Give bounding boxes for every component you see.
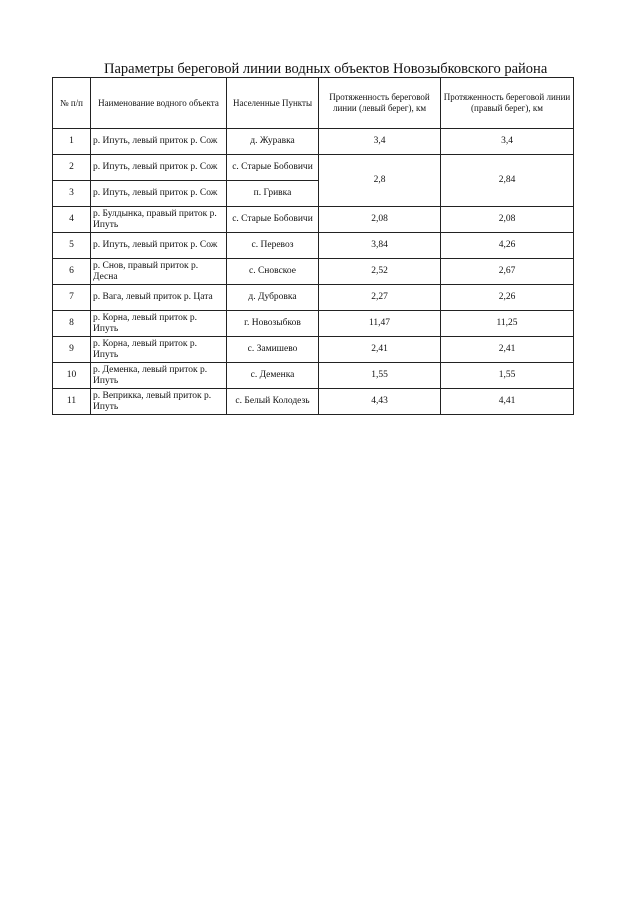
row-number: 3 bbox=[53, 181, 91, 207]
water-object-name: р. Ипуть, левый приток р. Сож bbox=[91, 129, 227, 155]
shoreline-parameters-table bbox=[52, 77, 574, 415]
right-bank-length: 3,4 bbox=[441, 129, 574, 155]
header-settlement: Населенные Пункты bbox=[227, 78, 319, 129]
left-bank-length: 2,8 bbox=[319, 155, 441, 207]
right-bank-length: 2,26 bbox=[441, 285, 574, 311]
water-object-name: р. Ипуть, левый приток р. Сож bbox=[91, 233, 227, 259]
header-right-bank-length: Протяженность береговой линии (правый берег), км bbox=[441, 78, 574, 129]
settlement-name: д. Дубровка bbox=[227, 285, 319, 311]
table-row bbox=[53, 259, 574, 285]
row-number: 11 bbox=[53, 389, 91, 415]
right-bank-length: 2,84 bbox=[441, 155, 574, 207]
water-object-name: р. Деменка, левый приток р. Ипуть bbox=[91, 363, 227, 389]
row-number: 9 bbox=[53, 337, 91, 363]
settlement-name: д. Журавка bbox=[227, 129, 319, 155]
left-bank-length: 2,52 bbox=[319, 259, 441, 285]
row-number: 2 bbox=[53, 155, 91, 181]
row-number: 7 bbox=[53, 285, 91, 311]
water-object-name: р. Ипуть, левый приток р. Сож bbox=[91, 155, 227, 181]
water-object-name: р. Корна, левый приток р. Ипуть bbox=[91, 311, 227, 337]
settlement-name: с. Перевоз bbox=[227, 233, 319, 259]
table-row bbox=[53, 285, 574, 311]
row-number: 1 bbox=[53, 129, 91, 155]
right-bank-length: 2,67 bbox=[441, 259, 574, 285]
right-bank-length: 11,25 bbox=[441, 311, 574, 337]
settlement-name: г. Новозыбков bbox=[227, 311, 319, 337]
table-row bbox=[53, 129, 574, 155]
left-bank-length: 11,47 bbox=[319, 311, 441, 337]
row-number: 5 bbox=[53, 233, 91, 259]
left-bank-length: 3,4 bbox=[319, 129, 441, 155]
settlement-name: с. Старые Бобовичи bbox=[227, 155, 319, 181]
table-header-row bbox=[53, 78, 574, 129]
water-object-name: р. Веприкка, левый приток р. Ипуть bbox=[91, 389, 227, 415]
settlement-name: с. Замишево bbox=[227, 337, 319, 363]
water-object-name: р. Ипуть, левый приток р. Сож bbox=[91, 181, 227, 207]
settlement-name: с. Белый Колодезь bbox=[227, 389, 319, 415]
settlement-name: с. Сновское bbox=[227, 259, 319, 285]
table-row bbox=[53, 389, 574, 415]
water-object-name: р. Снов, правый приток р. Десна bbox=[91, 259, 227, 285]
water-object-name: р. Булдынка, правый приток р. Ипуть bbox=[91, 207, 227, 233]
left-bank-length: 2,27 bbox=[319, 285, 441, 311]
row-number: 10 bbox=[53, 363, 91, 389]
right-bank-length: 1,55 bbox=[441, 363, 574, 389]
right-bank-length: 2,08 bbox=[441, 207, 574, 233]
table-row bbox=[53, 311, 574, 337]
water-object-name: р. Вага, левый приток р. Цата bbox=[91, 285, 227, 311]
table-row bbox=[53, 233, 574, 259]
row-number: 6 bbox=[53, 259, 91, 285]
right-bank-length: 4,26 bbox=[441, 233, 574, 259]
header-water-object: Наименование водного объекта bbox=[91, 78, 227, 129]
header-left-bank-length: Протяженность береговой линии (левый берег), км bbox=[319, 78, 441, 129]
settlement-name: п. Гривка bbox=[227, 181, 319, 207]
water-object-name: р. Корна, левый приток р. Ипуть bbox=[91, 337, 227, 363]
left-bank-length: 4,43 bbox=[319, 389, 441, 415]
header-number: № п/п bbox=[53, 78, 91, 129]
table-row bbox=[53, 363, 574, 389]
table-row bbox=[53, 207, 574, 233]
left-bank-length: 2,41 bbox=[319, 337, 441, 363]
table-row bbox=[53, 337, 574, 363]
table-row bbox=[53, 155, 574, 181]
right-bank-length: 4,41 bbox=[441, 389, 574, 415]
left-bank-length: 3,84 bbox=[319, 233, 441, 259]
settlement-name: с. Деменка bbox=[227, 363, 319, 389]
right-bank-length: 2,41 bbox=[441, 337, 574, 363]
settlement-name: с. Старые Бобовичи bbox=[227, 207, 319, 233]
left-bank-length: 1,55 bbox=[319, 363, 441, 389]
document-title: Параметры береговой линии водных объектов Новозыбковского района bbox=[104, 61, 548, 77]
left-bank-length: 2,08 bbox=[319, 207, 441, 233]
row-number: 8 bbox=[53, 311, 91, 337]
row-number: 4 bbox=[53, 207, 91, 233]
